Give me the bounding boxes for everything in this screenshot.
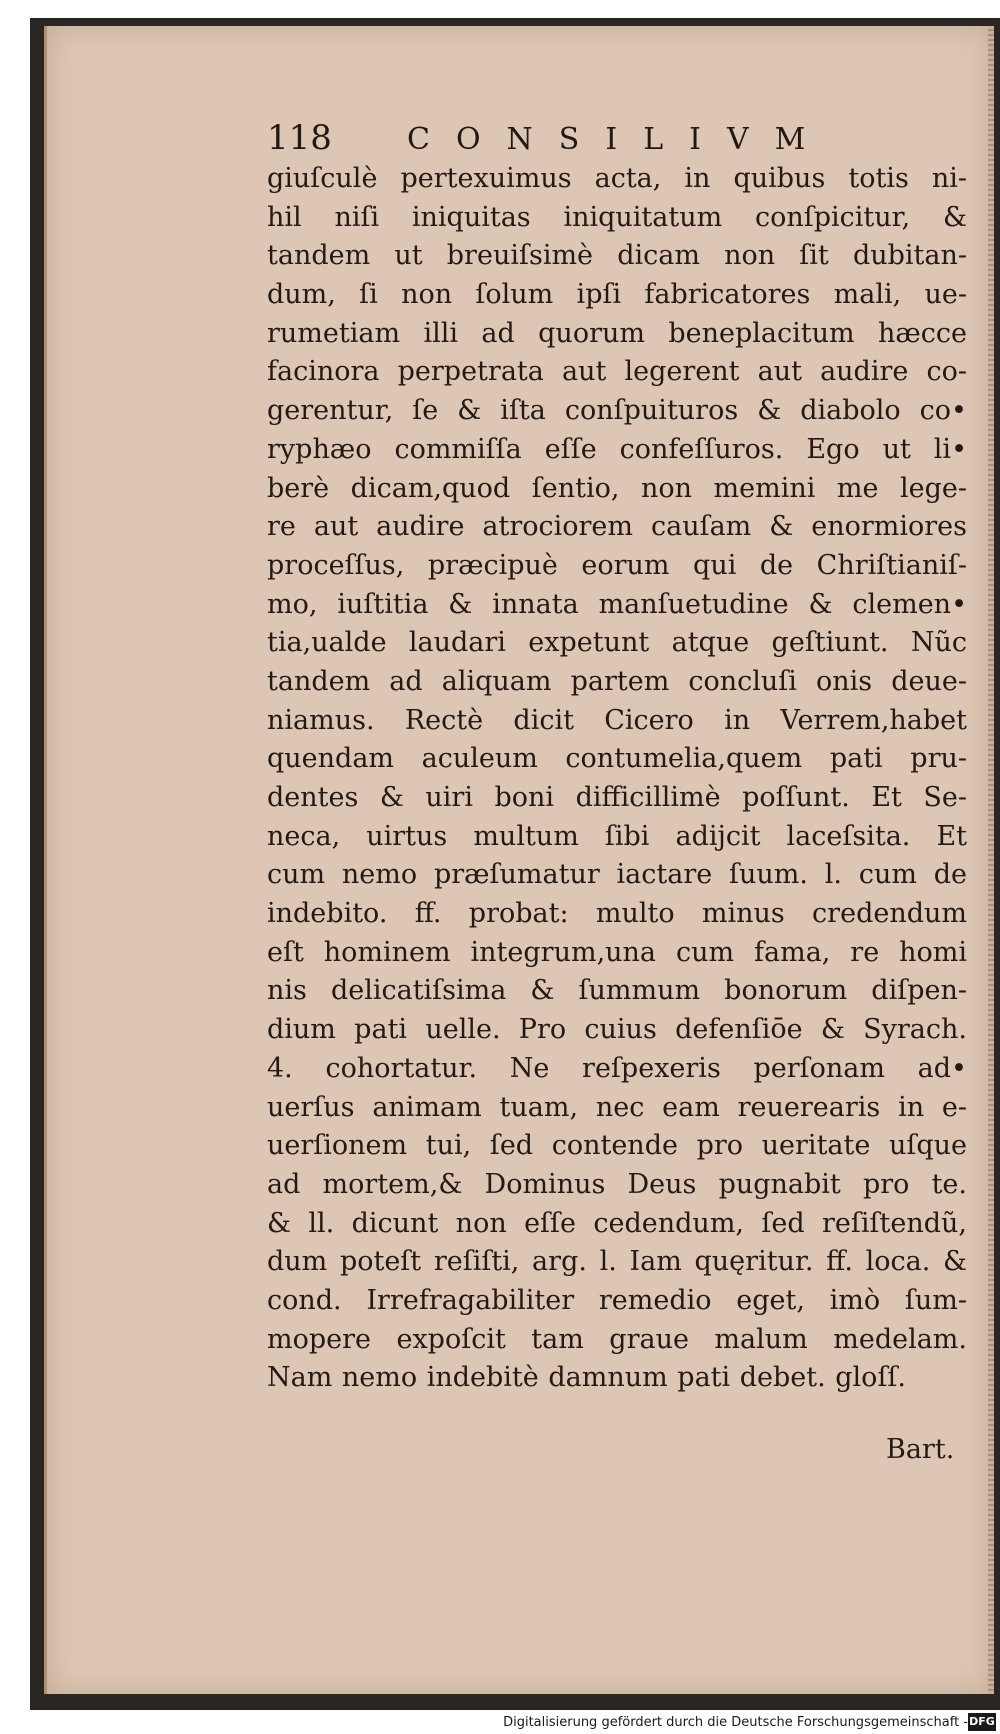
text-line: gerentur, ſe & iſta conſpuituros & diabolo co• (267, 395, 967, 427)
text-line: mo, iuſtitia & innata manſuetudine & clemen• (267, 588, 967, 620)
text-line: dum, ſi non ſolum ipſi fabricatores mali, ue- (267, 279, 967, 311)
text-line: facinora perpetrata aut legerent aut audire co- (267, 356, 967, 388)
text-line: mopere expoſcit tam graue malum medelam. (267, 1323, 967, 1355)
text-line: giuſculè pertexuimus acta, in quibus totis ni- (267, 163, 967, 194)
text-line: cond. Irrefragabiliter remedio eget, imò ſum- (267, 1284, 967, 1316)
text-line: dum poteſt reſiſti, arg. l. Iam quęritur. ff. loca. & (267, 1246, 967, 1278)
text-line: & ll. dicunt non eſſe cedendum, ſed reſiſtendũ, (267, 1207, 967, 1239)
text-block (267, 160, 967, 1398)
text-line: quendam aculeum contumelia,quem pati pru- (267, 743, 967, 775)
text-line: uerſionem tui, ſed contende pro ueritate uſque (267, 1130, 967, 1162)
text-line: berè dicam,quod ſentio, non memini me lege- (267, 472, 967, 504)
running-head (267, 118, 967, 162)
text-line: 4. cohortatur. Ne reſpexeris perſonam ad• (267, 1052, 967, 1084)
text-line: rumetiam illi ad quorum beneplacitum hæcce (267, 317, 967, 349)
digitization-credit: Digitalisierung gefördert durch die Deutsche Forschungsgemeinschaft - (503, 1715, 968, 1730)
text-line: uerſus animam tuam, nec eam reuerearis in e- (267, 1091, 967, 1123)
text-line: cum nemo præſumatur iactare ſuum. l. cum de (267, 859, 967, 891)
catchword: Bart. (886, 1434, 955, 1465)
text-line: eſt hominem integrum,una cum fama, re homi (267, 936, 967, 968)
text-line: tandem ut breuiſsimè dicam non ſit dubitan- (267, 240, 967, 272)
text-line: proceſſus, præcipuè eorum qui de Chriſtianiſ- (267, 549, 967, 581)
page-edges (988, 26, 994, 1694)
text-line: Nam nemo indebitè damnum pati debet. gloſſ. (267, 1362, 907, 1394)
text-line: tia,ualde laudari expetunt atque geſtiunt. Nũc (267, 627, 967, 659)
text-line: ryphæo commiſſa eſſe confeſſuros. Ego ut li• (267, 433, 967, 465)
text-line: dentes & uiri boni difficillimè poſſunt. Et Se- (267, 782, 967, 813)
text-line: hil niſi iniquitas iniquitatum conſpicitur, & (267, 201, 967, 233)
dfg-logo: DFG (968, 1713, 996, 1731)
text-line: tandem ad aliquam partem concluſi onis deue- (267, 665, 967, 697)
text-line: indebito. ff. probat: multo minus credendum (267, 898, 967, 930)
text-line: re aut audire atrociorem cauſam & enormiores (267, 511, 967, 543)
text-line: dium pati uelle. Pro cuius defenſiōe & Syrach. (267, 1014, 967, 1046)
page-number: 118 (267, 118, 332, 158)
text-line: neca, uirtus multum ſibi adijcit laceſsita. Et (267, 820, 967, 852)
text-line: niamus. Rectè dicit Cicero in Verrem,habet (267, 704, 967, 736)
text-line: nis delicatiſsima & ſummum bonorum diſpen- (267, 975, 967, 1007)
running-title: CONSILIVM (407, 122, 832, 157)
text-line: ad mortem,& Dominus Deus pugnabit pro te. (267, 1168, 967, 1200)
